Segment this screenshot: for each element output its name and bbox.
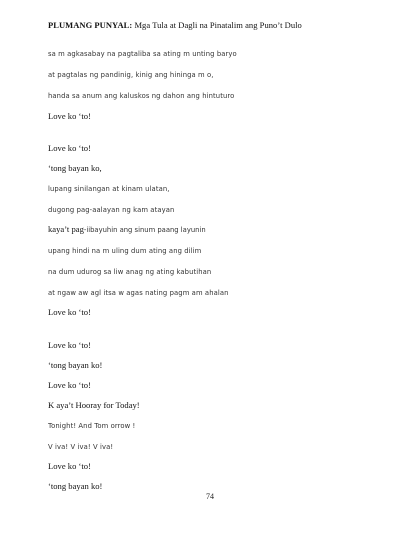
poem-refrain: Love ko ‘to!: [48, 340, 91, 350]
poem-line: na dum udurog sa liw anag ng ating kabutihan: [48, 268, 212, 276]
poem-line-end: -iibayuhin ang sinum paang layunin: [83, 226, 206, 234]
header-subtitle: Mga Tula at Dagli na Pinatalim ang Puno’t Dulo: [132, 20, 302, 30]
poem-refrain: Love ko ‘to!: [48, 380, 91, 390]
poem-line-start: kaya’t pag: [48, 224, 84, 234]
poem-line: ‘tong bayan ko,: [48, 163, 102, 173]
page-number: 74: [206, 492, 214, 501]
poem-line: at ngaw aw agl itsa w agas nating pagm am ahalan: [48, 289, 229, 297]
poem-line: Tonight! And Tom orrow !: [48, 422, 136, 430]
poem-line: sa m agkasabay na pagtaliba sa ating m unting baryo: [48, 50, 237, 58]
poem-line: handa sa anum ang kaluskos ng dahon ang hintuturo: [48, 92, 235, 100]
poem-line: dugong pag-aalayan ng kam atayan: [48, 206, 175, 214]
poem-line: [48, 224, 206, 234]
poem-line: K aya’t Hooray for Today!: [48, 400, 140, 410]
poem-line: upang hindi na m uling dum ating ang dilim: [48, 247, 202, 255]
poem-refrain: Love ko ‘to!: [48, 111, 91, 121]
running-header: [48, 20, 302, 30]
poem-line: V iva! V iva! V iva!: [48, 443, 114, 451]
header-title: PLUMANG PUNYAL:: [48, 20, 133, 30]
poem-refrain: Love ko ‘to!: [48, 461, 91, 471]
poem-refrain: Love ko ‘to!: [48, 307, 91, 317]
poem-refrain: Love ko ‘to!: [48, 143, 91, 153]
poem-line: ‘tong bayan ko!: [48, 360, 103, 370]
poem-line: lupang sinilangan at kinam ulatan,: [48, 185, 170, 193]
poem-line: at pagtalas ng pandinig, kinig ang hininga m o,: [48, 71, 214, 79]
poem-line: ‘tong bayan ko!: [48, 481, 103, 491]
